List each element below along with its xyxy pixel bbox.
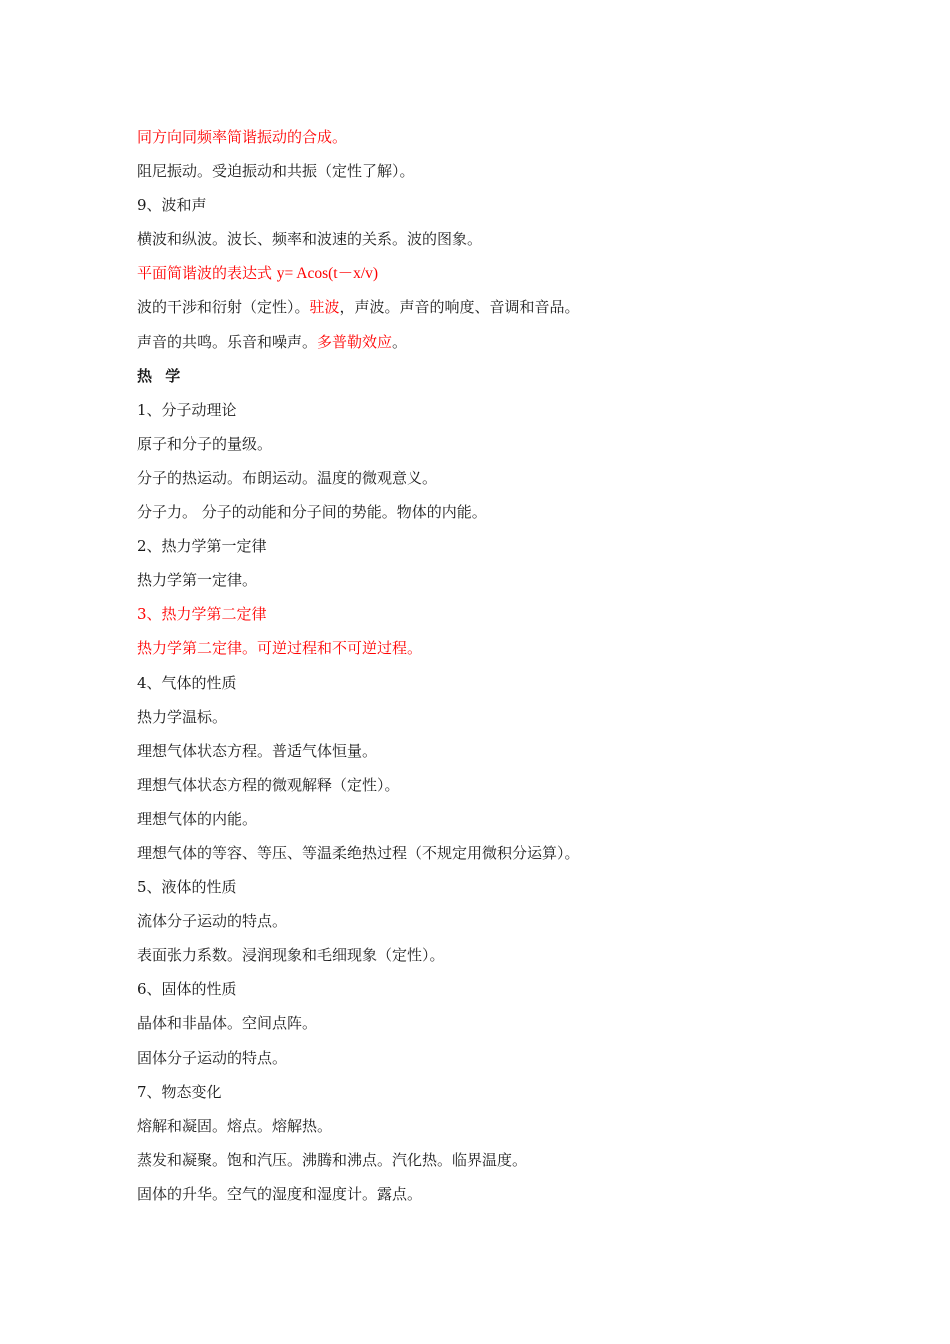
section-heading: 7、物态变化 (137, 1082, 222, 1101)
section-heading: 6、固体的性质 (137, 980, 237, 999)
text-line: 理想气体的内能。 (137, 809, 258, 828)
text-line: 理想气体状态方程。普适气体恒量。 (137, 741, 378, 760)
text-line: 固体的升华。空气的湿度和湿度计。露点。 (137, 1184, 423, 1203)
text-segment: 声音的共鸣。乐音和噪声。 (137, 332, 318, 351)
highlight-standing-wave: 驻波 (309, 298, 340, 317)
text-line: 热力学第一定律。 (137, 571, 258, 590)
chapter-heading-thermodynamics: 热 学 (137, 366, 185, 385)
text-line: 阻尼振动。受迫振动和共振（定性了解）。 (137, 162, 415, 181)
text-line: 固体分子运动的特点。 (137, 1048, 288, 1067)
section-heading: 5、液体的性质 (137, 878, 237, 897)
text-line: 分子的热运动。布朗运动。温度的微观意义。 (137, 468, 438, 487)
text-line: 理想气体的等容、等压、等温柔绝热过程（不规定用微积分运算）。 (137, 843, 580, 862)
text-line: 晶体和非晶体。空间点阵。 (137, 1014, 318, 1033)
text-line (137, 329, 837, 363)
text-line: 流体分子运动的特点。 (137, 912, 288, 931)
text-line: 横波和纵波。波长、频率和波速的关系。波的图象。 (137, 230, 483, 249)
text-line-highlighted: 热力学第二定律。可逆过程和不可逆过程。 (137, 639, 423, 658)
text-line: 原子和分子的量级。 (137, 434, 273, 453)
text-line: 同方向同频率简谐振动的合成。 (137, 128, 348, 146)
text-segment: 波的干涉和衍射（定性）。 (137, 298, 310, 317)
text-line (137, 294, 837, 328)
text-segment: ，声波。声音的响度、音调和音品。 (339, 298, 580, 317)
text-line: 理想气体状态方程的微观解释（定性）。 (137, 775, 400, 794)
document-page (137, 124, 837, 1215)
highlight-doppler: 多普勒效应 (317, 332, 393, 351)
text-line: 表面张力系数。浸润现象和毛细现象（定性）。 (137, 946, 445, 965)
formula: y= Acos(t－x/v) (276, 265, 379, 283)
text-line: 热力学温标。 (137, 707, 228, 726)
section-heading: 1、分子动理论 (137, 400, 237, 419)
text-line: 分子力。 分子的动能和分子间的势能。物体的内能。 (137, 503, 487, 522)
section-heading-waves: 9、波和声 (137, 196, 207, 215)
text-line: 熔解和凝固。熔点。熔解热。 (137, 1116, 333, 1135)
text-line: 蒸发和凝聚。饱和汽压。沸腾和沸点。汽化热。临界温度。 (137, 1150, 528, 1169)
section-heading: 2、热力学第一定律 (137, 537, 267, 556)
text-line-formula (137, 260, 837, 294)
formula-label: 平面简谐波的表达式 (137, 264, 277, 283)
text-segment: 。 (392, 332, 408, 351)
section-heading-highlighted: 3、热力学第二定律 (137, 605, 267, 624)
section-heading: 4、气体的性质 (137, 673, 237, 692)
